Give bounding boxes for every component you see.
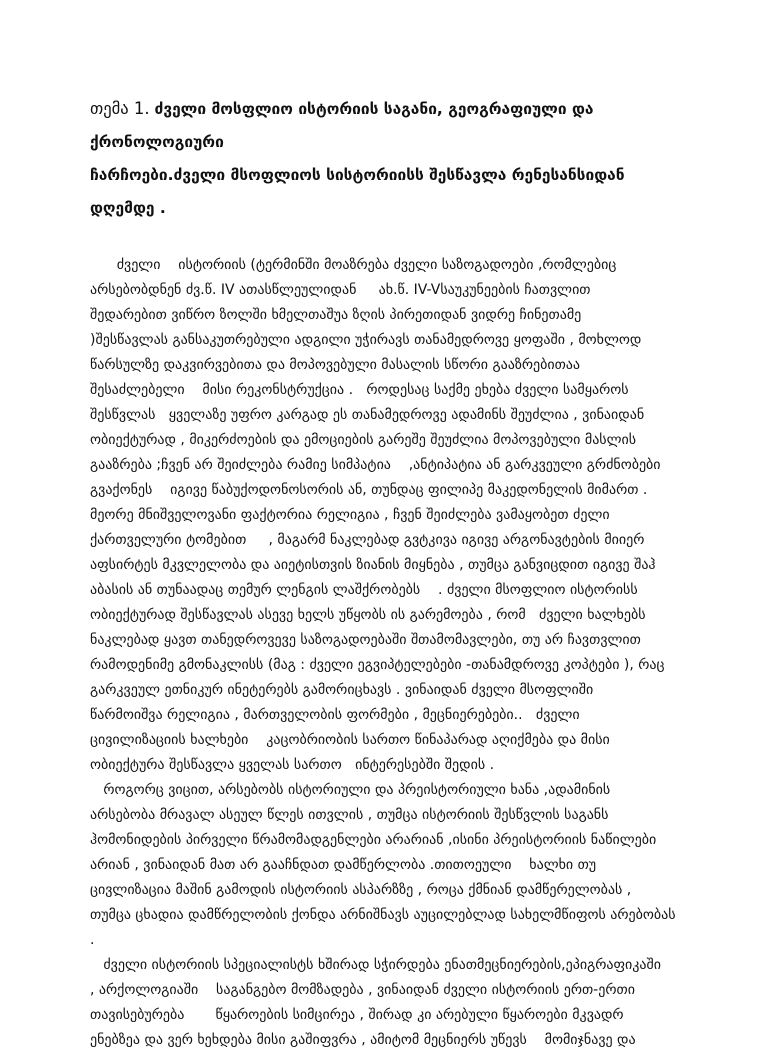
text-line: ცივლიზაცია მაშინ გამოდის ისტორიის ასპარზზე , როცა ქმნიან დამწერელობას , xyxy=(90,882,632,898)
text-line: , არქოლოგიაში საგანგებო მომზადება , ვინაიდან ძველი ისტორიის ერთ-ერთი xyxy=(90,982,635,998)
text-line: ჰომონიდების პირველი წრამომადგენლები არარიან ,ისინი პრეისტორიის ნაწილები xyxy=(90,832,657,848)
text-line: შესაძლებელი მისი რეკონსტრუქცია . როდესაც საქმე ეხება ძველი სამყაროს xyxy=(90,382,629,398)
text-line: თუმცა ცხადია დამწრელობის ქონდა არნიშნავს აუცილებლად სახელმწიფოს არებობას xyxy=(90,907,676,923)
text-line: აფსირტეს მკვლელობა და აიეტისთვის ზიანის მიყნება , თუმცა განვიცდით იგივე შაჰ xyxy=(90,557,656,573)
text-line: ძველი ისტორიის სპეციალისტს ხშირად სჭირდება ენათმეცნიერების,ეპიგრაფიკაში xyxy=(90,957,661,973)
text-line: რამოდენიმე გმონაკლისს (მაგ : ძველი ეგვიპტელებები -თანამდროვე კოპტები ), რაც xyxy=(90,657,665,673)
text-line: შესწვლას ყველაზე უფრო კარგად ეს თანამედროვე ადამინს შეუძლია , ვინაიდან xyxy=(90,407,645,423)
paragraph-2 xyxy=(90,778,676,953)
text-line: შედარებით ვიწრო ზოლში ხმელთაშუა ზღის პირეთიდან ვიდრე ჩინეთამე xyxy=(90,307,582,323)
title-lead: თემა 1. xyxy=(90,99,150,118)
text-line: გარკვეულ ეთნიკურ ინეტერებს გამორიცხავს . ვინაიდან ძველი მსოფლიში xyxy=(90,682,594,698)
text-line: ობიექტურა შესწავლა ყველას სართო ინტერესებში შედის . xyxy=(90,757,495,773)
text-line: არიან , ვინაიდან მათ არ გააჩნდათ დამწერლობა .თითოეული ხალხი თუ xyxy=(90,857,597,873)
text-line: როგორც ვიცით, არსებობს ისტორიული და პრეისტორიული ხანა ,ადამინის xyxy=(90,782,611,798)
paragraph-1 xyxy=(90,253,668,778)
text-line: წარსულზე დაკვირვებითა და მოპოვებული მასალის სწორი გააზრებითაა xyxy=(90,357,581,373)
title-line2: ჩარჩოები.ძველი მსოფლიოს სისტორიისს შესწავლა რენესანსიდან დღემდე . xyxy=(90,166,625,217)
text-line: ენებზეა და ვერ ხეხდება მისი გაშიფვრა , ამიტომ მეცნიერს უწევს მომიჯნავე და xyxy=(90,1032,636,1048)
text-line: არსებობდნენ ძვ.წ. IV ათასწლეულიდან ახ.წ. IV-Vსაუკუნეების ჩათვლით xyxy=(90,282,591,298)
title-line1: ძველი მოსფლიო ისტორიის საგანი, გეოგრაფიული და ქრონოლოგიური xyxy=(90,100,594,151)
text-line: ობიექტურად , მიკერძოების და ემოციების გარეშე შეუძლია მოპოვებული მასლის xyxy=(90,432,637,448)
text-line: არსებობა მრავალ ასეულ წლეს ითვლის , თუმცა ისტორიის შესწვლის საგანს xyxy=(90,807,609,823)
document-title xyxy=(90,92,668,225)
text-line: ობიექტურად შესწავლას ასევე ხელს უწყობს ის გარემოება , რომ ძველი ხალხებს xyxy=(90,607,646,623)
text-line: გააზრება ;ჩვენ არ შეიძლება რამიე სიმპატია ,ანტიპატია ან გარკვეული გრძნობები xyxy=(90,457,661,473)
text-line: ნაკლებად ყავთ თანედროვევე საზოგადოებაში შთამომავლები, თუ არ ჩავთვლით xyxy=(90,632,641,648)
text-line: ცივილიზაციის ხალხები კაცობრიობის სართო წინაპარად აღიქმება და მისი xyxy=(90,732,610,748)
text-line: მეორე მნიშველოვანი ფაქტორია რელიგია , ჩვენ შეიძლება ვამაყობეთ ძელი xyxy=(90,507,610,523)
text-line: აბასის ან თუნაადაც თემურ ლენგის ლაშქრობებს . ძველი მსოფლიო ისტორისს xyxy=(90,582,638,598)
text-line: ძველი ისტორიის (ტერმინში მოაზრება ძველი საზოგადოები ,რომლებიც xyxy=(90,257,617,273)
text-line: )შესწავლას განსაკუთრებული ადგილი უჭირავს თანამედროვე ყოფაში , მოხლოდ xyxy=(90,332,642,348)
text-line: ქართველური ტომებით , მაგარმ ნაკლებად გვტკივა იგივე არგონავტების მიიერ xyxy=(90,532,645,548)
text-line: წარმოიშვა რელიგია , მართველობის ფორმები , მეცნიერებები.. ძველი xyxy=(90,707,580,723)
text-line: გვაქონეს იგივე წაბუქოდონოსორის ან, თუნდაც ფილიპე მაკედონელის მიმართ . xyxy=(90,482,648,498)
text-line: თავისებურება წყაროების სიმცირეა , შირად კი არებული წყაროები მკვადრ xyxy=(90,1007,624,1023)
paragraph-3 xyxy=(90,953,668,1053)
text-line: . xyxy=(90,932,95,948)
